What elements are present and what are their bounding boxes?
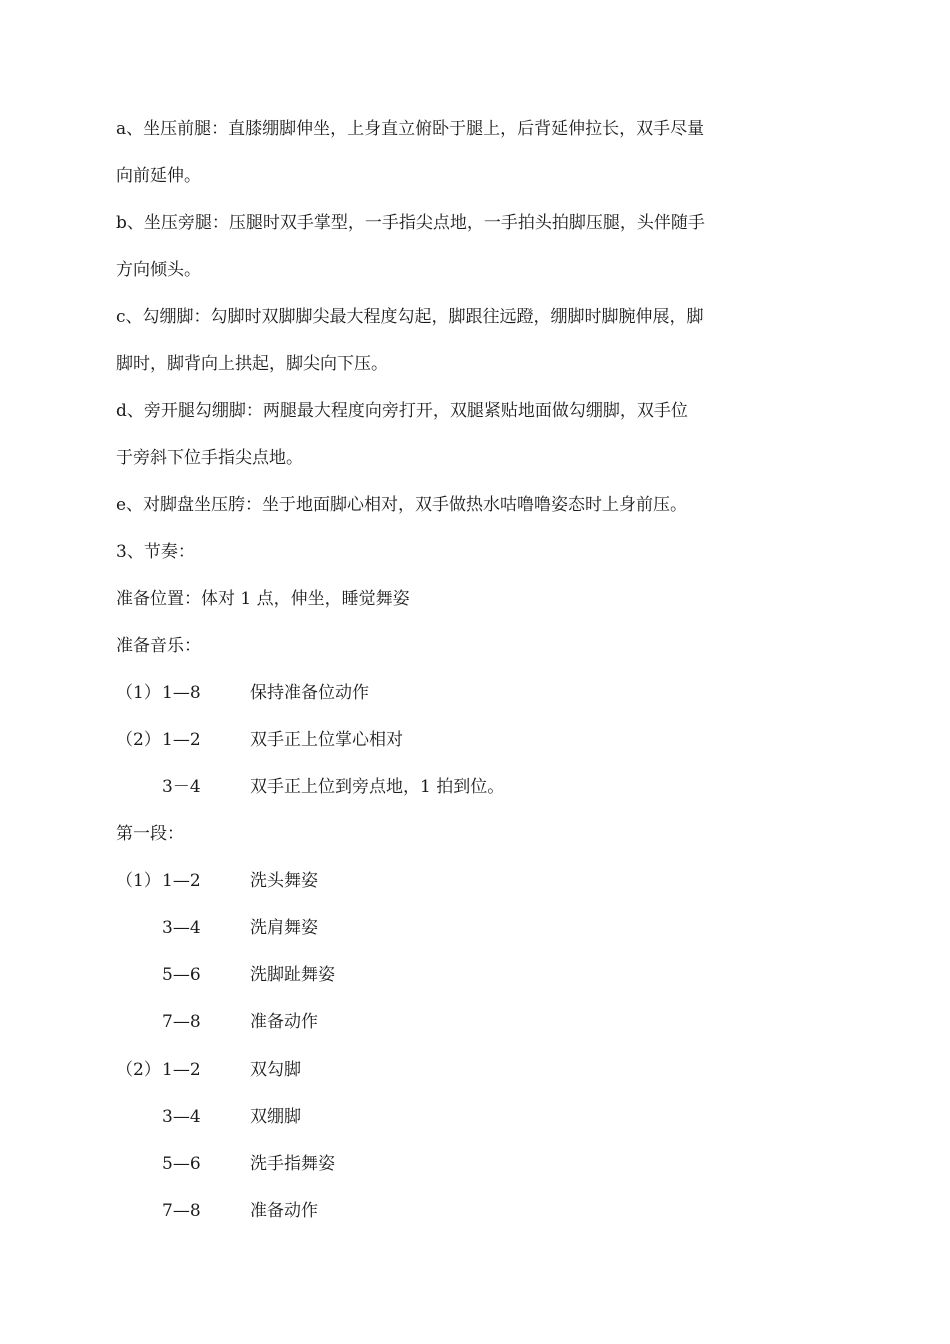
action-text: 洗头舞姿 (250, 871, 318, 891)
item-c-line-2: 脚时，脚背向上拱起，脚尖向下压。 (116, 354, 388, 374)
item-c-line-1: c、勾绷脚：勾脚时双脚脚尖最大程度勾起，脚跟往远蹬，绷脚时脚腕伸展，脚 (116, 307, 704, 327)
item-d-line-1: d、旁开腿勾绷脚：两腿最大程度向旁打开，双腿紧贴地面做勾绷脚，双手位 (116, 401, 688, 421)
item-b-line-1: b、坐压旁腿：压腿时双手掌型，一手指尖点地，一手拍头拍脚压腿，头伴随手 (116, 213, 705, 233)
action-text: 洗手指舞姿 (250, 1154, 335, 1174)
ready-position-line: 准备位置：体对 1 点，伸坐，睡觉舞姿 (116, 589, 410, 609)
item-a-line-2: 向前延伸。 (116, 166, 201, 186)
action-text: 双绷脚 (250, 1107, 301, 1127)
beat-count: 1—8 (162, 683, 201, 703)
action-text: 双手正上位到旁点地，1 拍到位。 (250, 777, 505, 797)
part-one-heading: 第一段： (116, 824, 184, 844)
ready-music-line: 准备音乐： (116, 636, 201, 656)
item-b-line-2: 方向倾头。 (116, 260, 201, 280)
group-index: （2） (116, 1060, 161, 1080)
action-text: 洗脚趾舞姿 (250, 965, 335, 985)
action-text: 双勾脚 (250, 1060, 301, 1080)
action-text: 保持准备位动作 (250, 683, 369, 703)
beat-count: 7—8 (162, 1201, 201, 1221)
beat-count: 7—8 (162, 1012, 201, 1032)
item-a-line-1: a、坐压前腿：直膝绷脚伸坐，上身直立俯卧于腿上，后背延伸拉长，双手尽量 (116, 119, 705, 139)
group-index: （2） (116, 730, 161, 750)
beat-count: 1—2 (162, 871, 201, 891)
action-text: 双手正上位掌心相对 (250, 730, 403, 750)
group-index: （1） (116, 871, 161, 891)
beat-count: 1—2 (162, 730, 201, 750)
beat-count: 3—4 (162, 918, 201, 938)
action-text: 准备动作 (250, 1201, 318, 1221)
beat-count: 5—6 (162, 965, 201, 985)
beat-count: 5—6 (162, 1154, 201, 1174)
item-d-line-2: 于旁斜下位手指尖点地。 (116, 448, 303, 468)
beat-count: 3—4 (162, 1107, 201, 1127)
action-text: 洗肩舞姿 (250, 918, 318, 938)
action-text: 准备动作 (250, 1012, 318, 1032)
group-index: （1） (116, 683, 161, 703)
beat-count: 3－4 (162, 777, 201, 797)
section-heading-rhythm: 3、节奏： (116, 542, 195, 562)
item-e-line-1: e、对脚盘坐压胯：坐于地面脚心相对，双手做热水咕噜噜姿态时上身前压。 (116, 495, 688, 515)
beat-count: 1—2 (162, 1060, 201, 1080)
